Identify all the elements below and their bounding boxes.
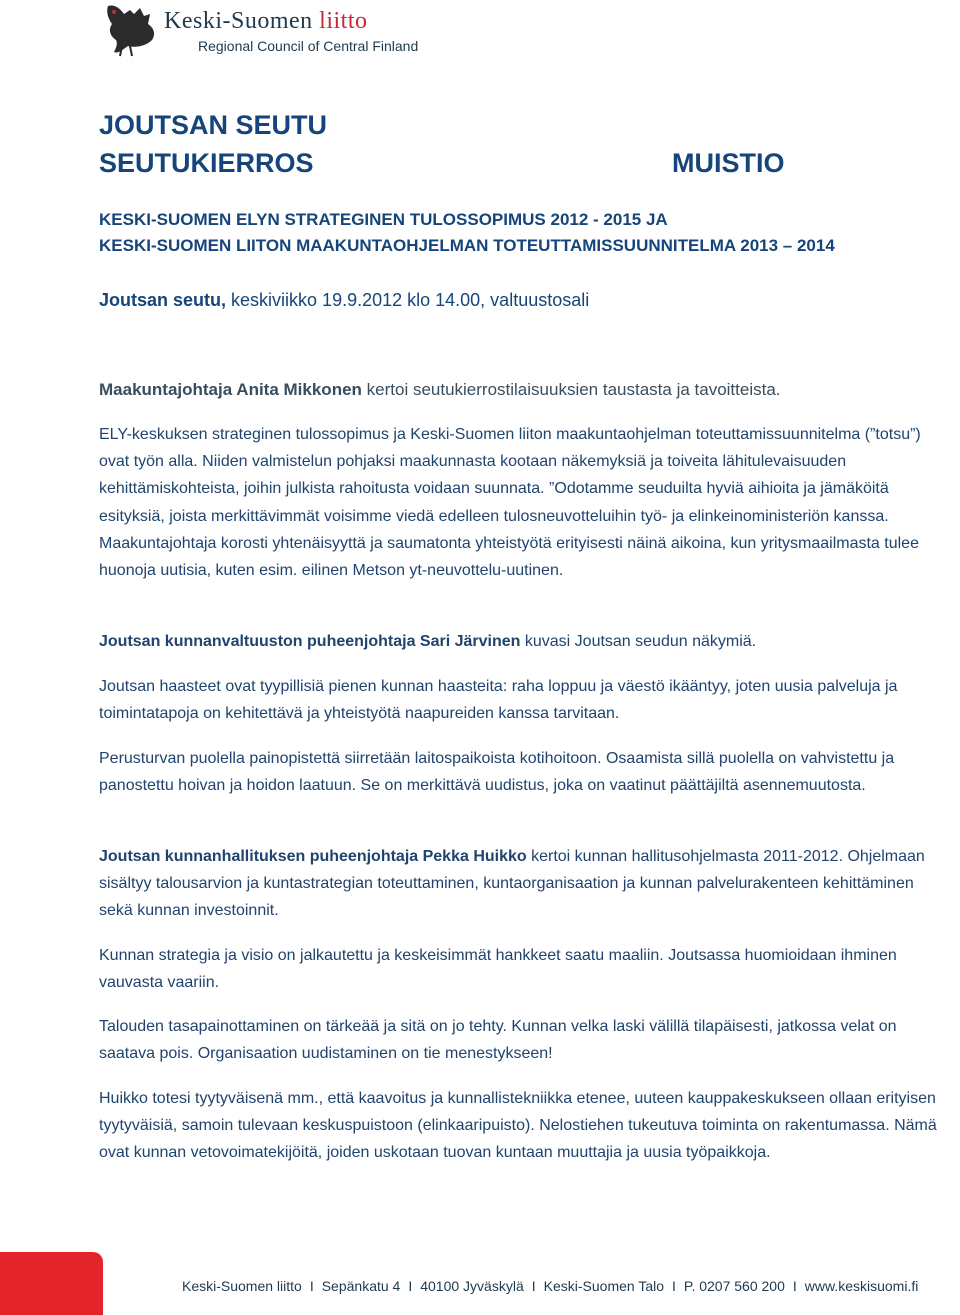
paragraph-8: Huikko totesi tyytyväisenä mm., että kaavoitus ja kunnallistekniikka etenee, uuteen kauppakeskukseen ollaan erityisen tyytyväisiä, samoin tulevaan keskuspuistoon (elinkaaripuisto). Nelostiehen tukeutuva toiminta on rakentumassa. Nämä ovat kunnan vetovoimatekijöitä, joiden uskotaan tuovan kuntaan muuttajia ja uusia työpaikkoja. — [99, 1090, 937, 1162]
paragraph-2: Joutsan kunnanvaltuuston puheenjohtaja Sari Järvinen kuvasi Joutsan seudun näkymiä. — [99, 633, 757, 650]
meeting-details: keskiviikko 19.9.2012 klo 14.00, valtuustosali — [226, 290, 590, 310]
doc-heading-line2: KESKI-SUOMEN LIITON MAAKUNTAOHJELMAN TOTEUTTAMISSUUNNITELMA 2013 – 2014 — [99, 236, 835, 255]
doc-title-line1: JOUTSAN SEUTU — [99, 110, 328, 140]
org-logo — [100, 2, 460, 58]
org-name: Keski-Suomen liitto — [164, 8, 368, 34]
meeting-place: Joutsan seutu, — [99, 290, 227, 310]
speaker-jarvinen: Joutsan kunnanvaltuuston puheenjohtaja Sari Järvinen — [99, 633, 521, 650]
paragraph-1: ELY-keskuksen strateginen tulossopimus ja Keski-Suomen liiton maakuntaohjelman toteuttamissuunnitelma (”totsu”) ovat työn alla. Niiden valmistelun pohjaksi maakunnasta kootaan näkemyksiä ja toiveita lähitulevaisuuden kehittämiskohteista, joihin julkista rahoitusta voidaan suunnata. ”Odotamme seuduilta hyviä aihioita ja jämäköitä esityksiä, joista merkittävimmät voisimme viedä edelleen tulosneuvotteluihin työ- ja elinkeinoministeriön kanssa. Maakuntajohtaja korosti yhtenäisyyttä ja saumatonta yhteistyötä erityisesti näinä aikoina, kun yritysmaailmasta tulee huonoja uutisia, kuten esim. eilinen Metson yt-neuvottelu-uutinen. — [99, 426, 921, 580]
doc-type-label: MUISTIO — [672, 148, 785, 178]
footer-building: Keski-Suomen Talo — [543, 1278, 665, 1294]
speaker-huikko: Joutsan kunnanhallituksen puheenjohtaja Pekka Huikko — [99, 848, 527, 865]
paragraph-5: Joutsan kunnanhallituksen puheenjohtaja Pekka Huikko kertoi kunnan hallitusohjelmasta 2011-2012. Ohjelmaan sisältyy talousarvion ja kuntastrategian toteuttaminen, kuntaorganisaation ja kunnan palvelurakenteen kehittäminen sekä kunnan investoinnit. — [99, 848, 925, 920]
footer-web-link[interactable]: www.keskisuomi.fi — [804, 1278, 919, 1294]
footer-phone: P. 0207 560 200 — [683, 1278, 785, 1294]
doc-heading-line1: KESKI-SUOMEN ELYN STRATEGINEN TULOSSOPIMUS 2012 - 2015 JA — [99, 210, 668, 229]
footer-red-tab — [0, 1252, 103, 1315]
meeting-info — [99, 290, 589, 311]
intro-paragraph: Maakuntajohtaja Anita Mikkonen kertoi seutukierrostilaisuuksien taustasta ja tavoitteista. — [99, 380, 781, 399]
paragraph-4: Perusturvan puolella painopistettä siirretään laitospaikoista kotihoitoon. Osaamista sillä puolella on vahvistettu ja panostettu hoivan ja hoidon laatuun. Se on merkittävä uudistus, joka on vaatinut päättäjiltä asennemuutosta. — [99, 750, 895, 795]
doc-title-line2: SEUTUKIERROS — [99, 148, 314, 178]
footer-postal: 40100 Jyväskylä — [420, 1278, 524, 1294]
paragraph-6: Kunnan strategia ja visio on jalkautettu ja keskeisimmät hankkeet saatu maaliin. Joutsassa huomioidaan ihminen vauvasta vaariin. — [99, 947, 897, 992]
footer-org: Keski-Suomen liitto — [182, 1278, 302, 1294]
paragraph-7: Talouden tasapainottaminen on tärkeää ja sitä on jo tehty. Kunnan velka laski välillä tilapäisesti, jatkossa velat on saatava pois. Organisaation uudistaminen on tie menestykseen! — [99, 1018, 897, 1063]
intro-speaker: Maakuntajohtaja Anita Mikkonen — [99, 380, 362, 399]
footer-contact: Keski-Suomen liitto I Sepänkatu 4 I 40100 Jyväskylä I Keski-Suomen Talo I P. 0207 560 200 I www.keskisuomi.fi — [182, 1278, 919, 1294]
org-subtitle: Regional Council of Central Finland — [198, 38, 419, 54]
paragraph-3: Joutsan haasteet ovat tyypillisiä pienen kunnan haasteita: raha loppuu ja väestö ikääntyy, joten uusia palveluja ja toimintatapoja on kehitettävä ja yhteistyötä naapureiden kanssa tarvitaan. — [99, 678, 898, 723]
footer-address: Sepänkatu 4 — [321, 1278, 401, 1294]
capercaillie-bird-icon — [100, 2, 160, 58]
